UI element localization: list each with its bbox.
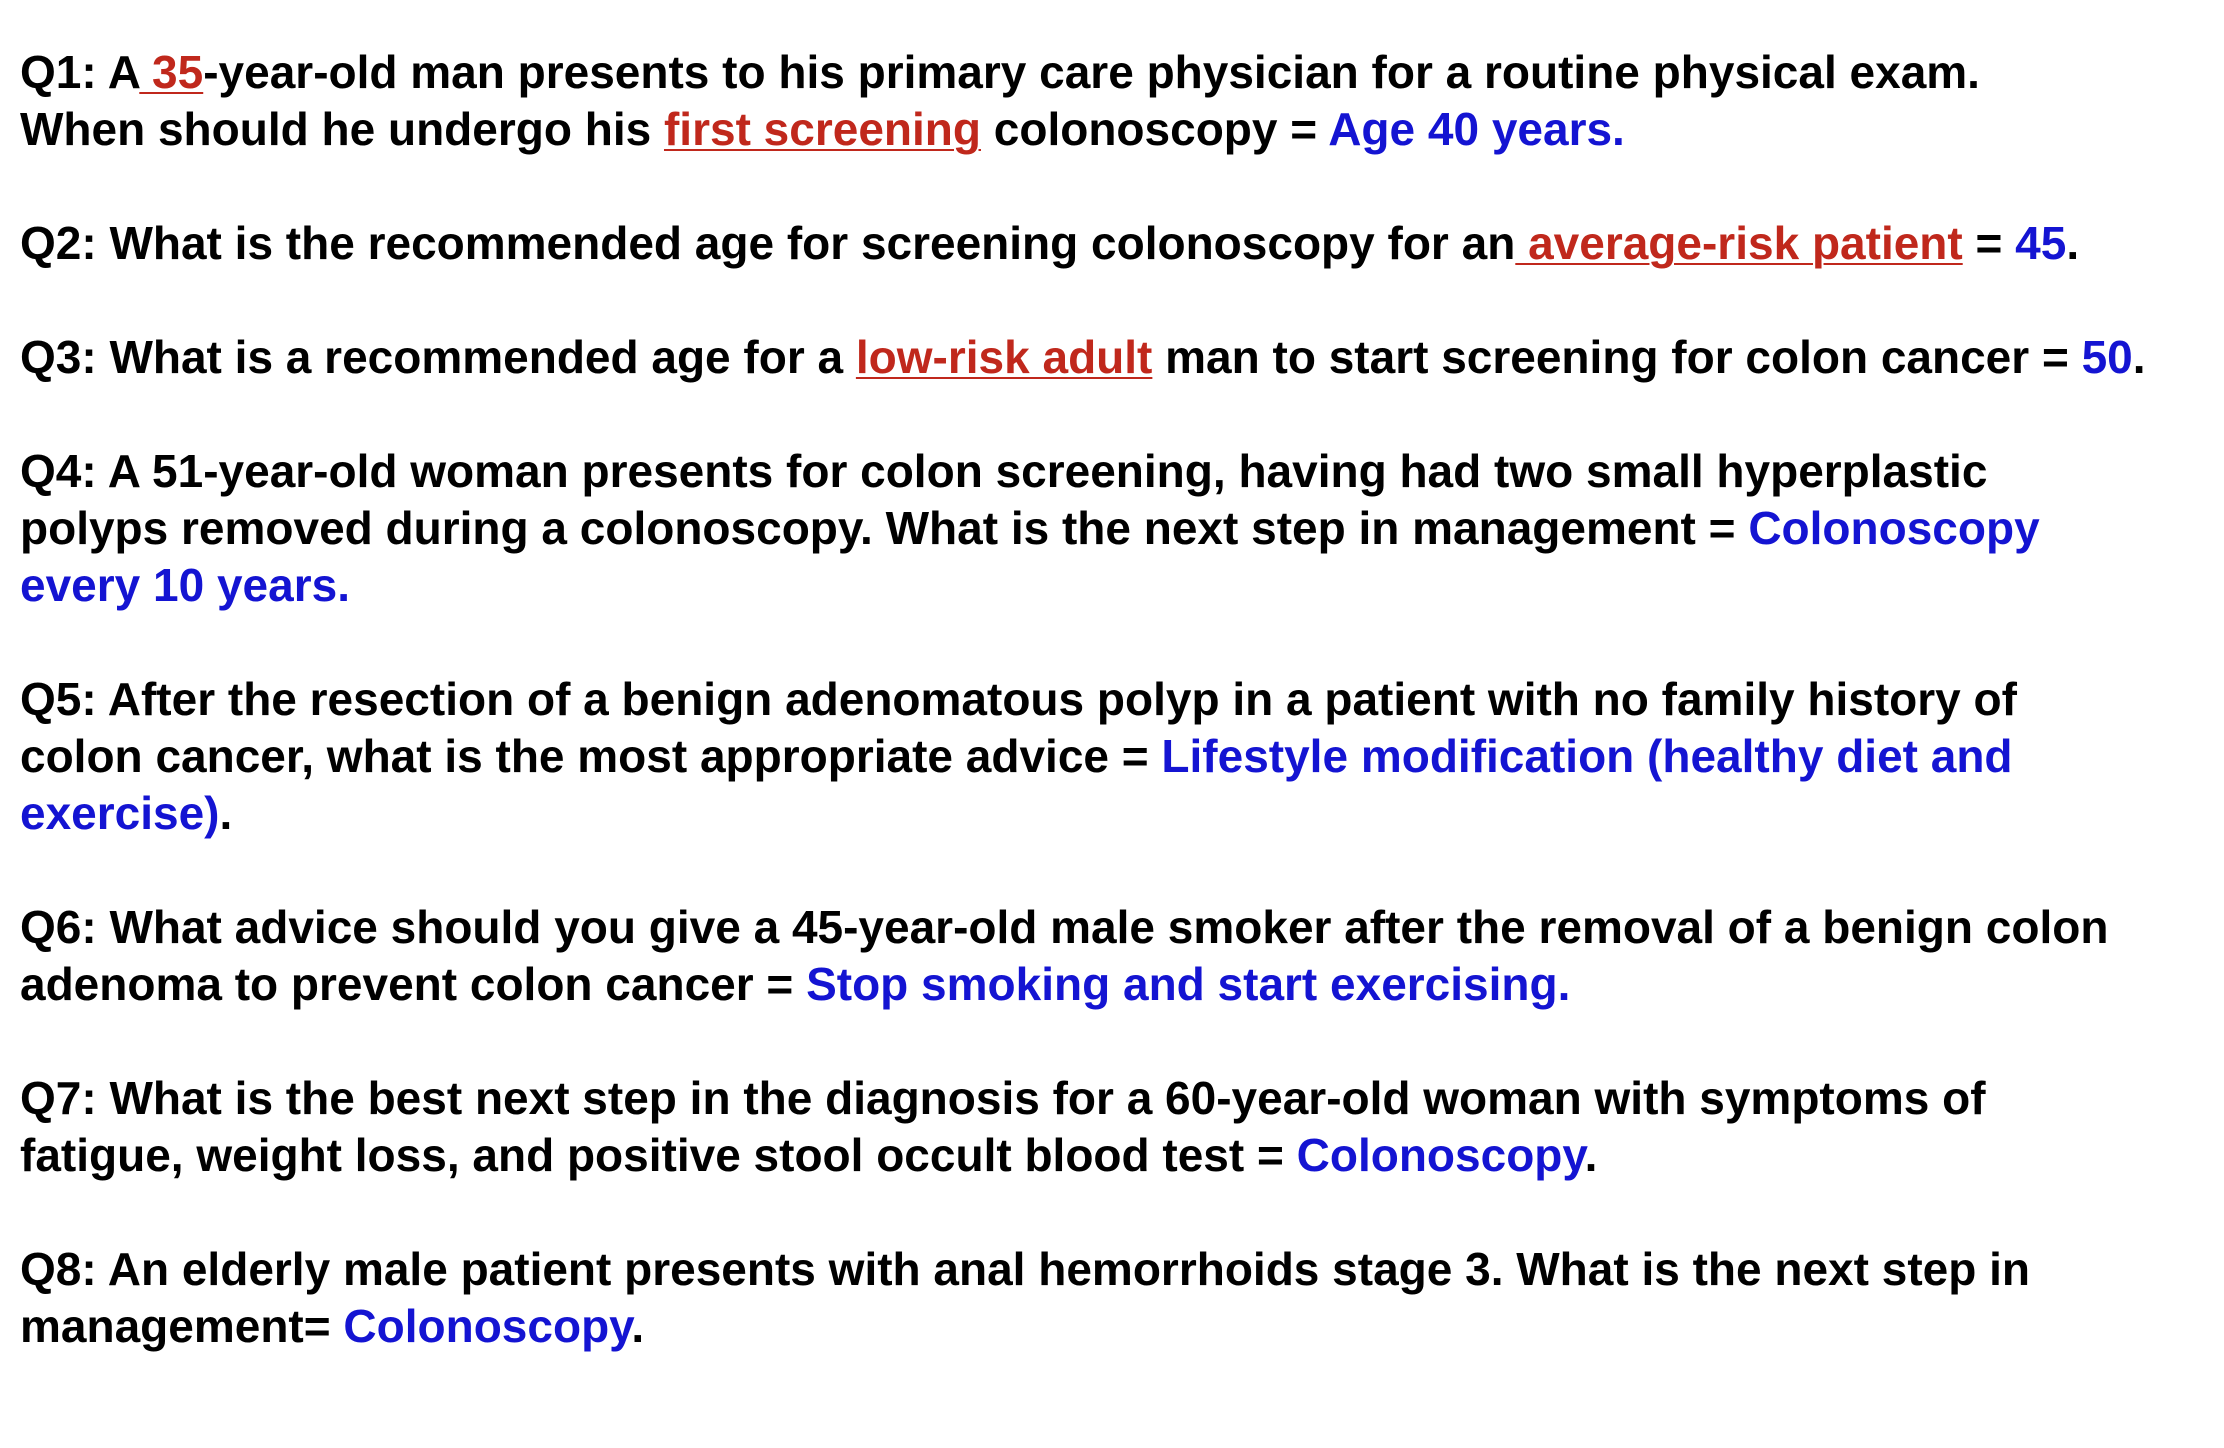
question-text: man to start screening for colon cancer =: [1152, 331, 2082, 383]
question-text: Q3: What is a recommended age for a: [20, 331, 856, 383]
qa-document: [20, 44, 2210, 1412]
answer-text: Colonoscopy: [343, 1300, 632, 1352]
emphasis-text: average-risk patient: [1515, 217, 1963, 269]
question-text: Q6: What advice should you give a 45-year-old male smoker after the removal of a benign colon: [20, 901, 2109, 953]
answer-text: exercise): [20, 787, 220, 839]
question-5: [20, 671, 2210, 842]
emphasis-text: 35: [139, 46, 204, 98]
emphasis-text: low-risk adult: [855, 331, 1153, 383]
answer-text: Lifestyle modification (healthy diet and: [1161, 730, 2013, 782]
question-text: fatigue, weight loss, and positive stool occult blood test =: [20, 1129, 1297, 1181]
question-text: When should he undergo his: [20, 103, 664, 155]
emphasis-text: first screening: [663, 103, 981, 155]
question-4: [20, 443, 2210, 614]
answer-text: every 10 years.: [20, 559, 350, 611]
question-text: =: [1962, 217, 2016, 269]
question-text: adenoma to prevent colon cancer =: [20, 958, 807, 1010]
question-text: colon cancer, what is the most appropriate advice =: [20, 730, 1162, 782]
question-1: [20, 44, 2210, 158]
question-text: colonoscopy =: [980, 103, 1329, 155]
question-text: Q4: A 51-year-old woman presents for colon screening, having had two small hyperplastic: [20, 445, 1988, 497]
answer-text: 50: [2081, 331, 2133, 383]
answer-text: Colonoscopy: [1296, 1129, 1585, 1181]
question-text: .: [1584, 1129, 1598, 1181]
question-7: [20, 1070, 2210, 1184]
question-text: polyps removed during a colonoscopy. What is the next step in management =: [20, 502, 1749, 554]
question-text: Q5: After the resection of a benign adenomatous polyp in a patient with no family history of: [20, 673, 2017, 725]
question-text: Q1: A: [20, 46, 140, 98]
question-text: management=: [20, 1300, 344, 1352]
answer-text: Stop smoking and start exercising.: [806, 958, 1571, 1010]
question-3: [20, 329, 2210, 386]
question-text: .: [219, 787, 233, 839]
answer-text: Colonoscopy: [1748, 502, 2040, 554]
question-text: Q8: An elderly male patient presents with anal hemorrhoids stage 3. What is the next step in: [20, 1243, 2030, 1295]
question-2: [20, 215, 2210, 272]
answer-text: Age 40 years.: [1328, 103, 1625, 155]
question-text: -year-old man presents to his primary care physician for a routine physical exam.: [203, 46, 1980, 98]
question-text: Q7: What is the best next step in the diagnosis for a 60-year-old woman with symptoms of: [20, 1072, 1986, 1124]
question-text: .: [2132, 331, 2146, 383]
question-text: .: [631, 1300, 645, 1352]
answer-text: 45: [2015, 217, 2067, 269]
question-8: [20, 1241, 2210, 1355]
question-text: Q2: What is the recommended age for screening colonoscopy for an: [20, 217, 1516, 269]
question-text: .: [2066, 217, 2080, 269]
question-6: [20, 899, 2210, 1013]
